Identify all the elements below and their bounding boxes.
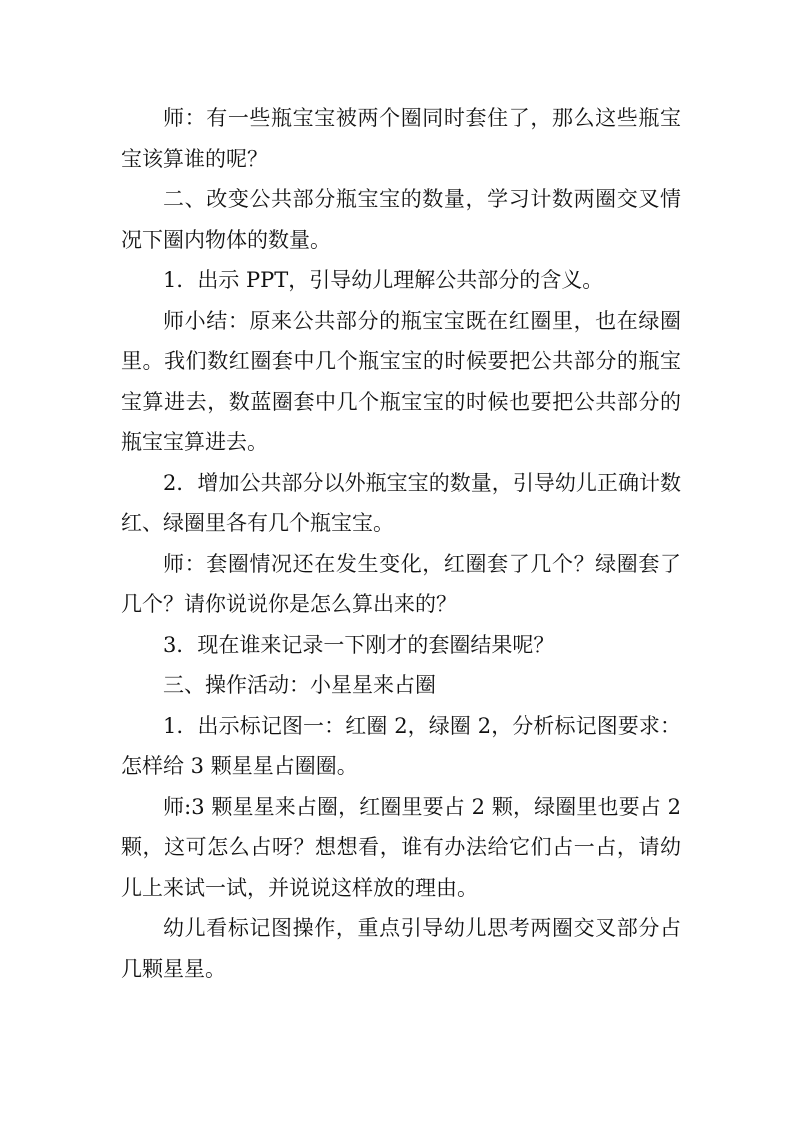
paragraph-step-1-marker-chart: 1．出示标记图一：红圈 2，绿圈 2，分析标记图要求：怎样给 3 颗星星占圈圈。 [121,713,681,778]
paragraph-teacher-question: 师：有一些瓶宝宝被两个圈同时套住了，那么这些瓶宝宝该算谁的呢？ [121,106,681,171]
paragraph-teacher-stars: 师:3 颗星星来占圈，红圈里要占 2 颗，绿圈里也要占 2 颗，这可怎么占呀？想想看，谁有办法给它们占一占，请幼儿上来试一试，并说说这样放的理由。 [121,794,681,900]
paragraph-child-operation: 幼儿看标记图操作，重点引导幼儿思考两圈交叉部分占几颗星星。 [121,916,681,981]
paragraph-section-two-heading: 二、改变公共部分瓶宝宝的数量，学习计数两圈交叉情况下圈内物体的数量。 [121,187,681,252]
paragraph-step-2-count: 2．增加公共部分以外瓶宝宝的数量，引导幼儿正确计数红、绿圈里各有几个瓶宝宝。 [121,470,681,535]
paragraph-teacher-ring-question: 师：套圈情况还在发生变化，红圈套了几个？绿圈套了几个？请你说说你是怎么算出来的？ [121,551,681,616]
paragraph-section-three-heading: 三、操作活动：小星星来占圈 [163,673,436,697]
paragraph-step-3-record: 3．现在谁来记录一下刚才的套圈结果呢？ [163,632,555,657]
paragraph-teacher-summary: 师小结：原来公共部分的瓶宝宝既在红圈里，也在绿圈里。我们数红圈套中几个瓶宝宝的时候要把公共部分的瓶宝宝算进去，数蓝圈套中几个瓶宝宝的时候也要把公共部分的瓶宝宝算进去。 [121,308,681,454]
document-body [121,98,681,989]
paragraph-step-1-ppt: 1．出示 PPT，引导幼儿理解公共部分的含义。 [163,268,604,292]
